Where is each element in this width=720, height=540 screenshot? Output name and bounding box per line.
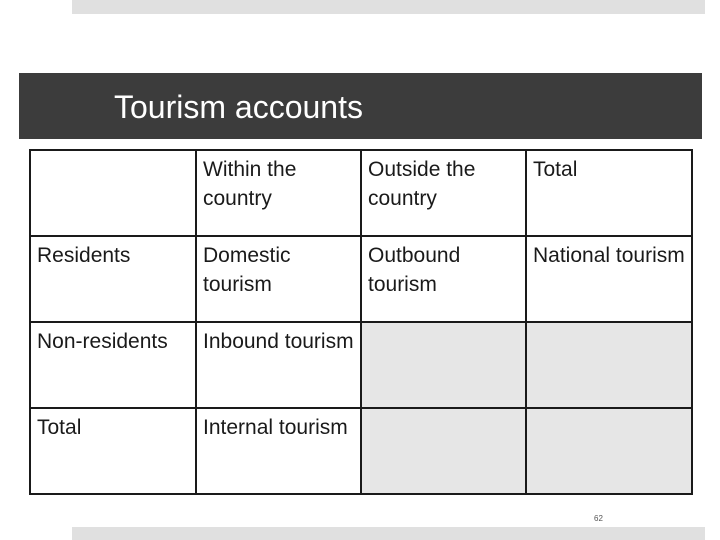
shaded-empty-cell (526, 408, 692, 494)
table-row (30, 236, 692, 322)
column-header-total: Total (526, 150, 692, 236)
table-cell: Domestic tourism (196, 236, 361, 322)
title-bar (19, 73, 702, 139)
shaded-empty-cell (361, 408, 526, 494)
row-header-total: Total (30, 408, 196, 494)
top-accent-strip (72, 0, 705, 14)
tourism-accounts-table (29, 149, 693, 495)
table-corner-cell (30, 150, 196, 236)
table-cell: Outbound tourism (361, 236, 526, 322)
table-header-row (30, 150, 692, 236)
slide-title: Tourism accounts (114, 89, 363, 125)
table-cell: Internal tourism (196, 408, 361, 494)
page-number: 62 (594, 514, 603, 523)
row-header-residents: Residents (30, 236, 196, 322)
column-header-within: Within the country (196, 150, 361, 236)
column-header-outside: Outside the country (361, 150, 526, 236)
shaded-empty-cell (526, 322, 692, 408)
bottom-accent-strip (72, 527, 705, 540)
table-row (30, 322, 692, 408)
table-cell: Inbound tourism (196, 322, 361, 408)
table-cell: National tourism (526, 236, 692, 322)
table-row (30, 408, 692, 494)
row-header-non-residents: Non-residents (30, 322, 196, 408)
shaded-empty-cell (361, 322, 526, 408)
